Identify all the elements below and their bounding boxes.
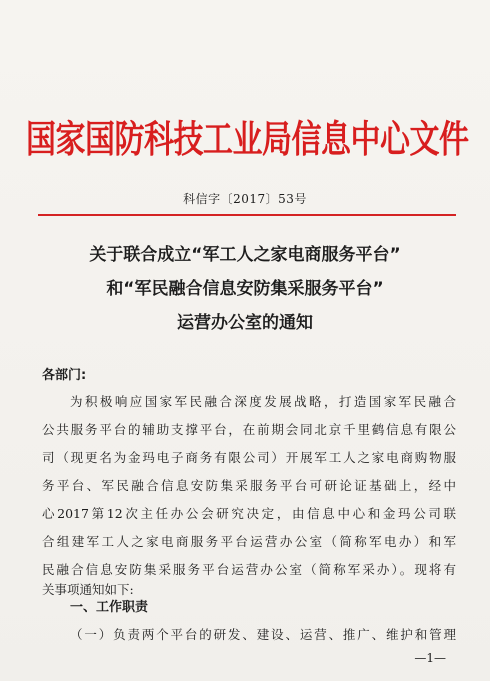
issuer-title: 国家国防科技工业局信息中心文件 [26, 118, 469, 162]
subject-line-2: 和“军民融合信息安防集采服务平台” [106, 279, 384, 299]
red-divider-line [38, 214, 456, 216]
body-paragraph-line: 司（现更名为金玛电子商务有限公司）开展军工人之家电商购物服 [42, 450, 456, 465]
body-paragraph-line: 务平台、军民融合信息安防集采服务平台可研论证基础上，经中 [42, 478, 456, 493]
body-paragraph-line: 为积极响应国家军民融合深度发展战略，打造国家军民融合 [70, 394, 456, 409]
section-heading: 一、工作职责 [70, 600, 149, 615]
body-paragraph-line: 合组建军工人之家电商服务平台运营办公室（简称军电办）和军 [42, 534, 456, 549]
body-paragraph-line: 心2017第12次主任办公会研究决定，由信息中心和金玛公司联 [42, 506, 456, 521]
body-paragraph-line: 民融合信息安防集采服务平台运营办公室（简称军采办）。现将有 [42, 562, 456, 577]
body-paragraph-line: 关事项通知如下: [42, 582, 134, 597]
subject-line-1: 关于联合成立“军工人之家电商服务平台” [89, 245, 401, 265]
body-paragraph-line: 公共服务平台的辅助支撑平台，在前期会同北京千里鹤信息有限公 [42, 422, 456, 437]
section-item-line: （一）负责两个平台的研发、建设、运营、推广、维护和管理 [70, 627, 456, 642]
page-number: —1— [414, 651, 446, 665]
document-number: 科信字〔2017〕53号 [183, 192, 307, 206]
subject-line-3: 运营办公室的通知 [177, 313, 313, 333]
salutation: 各部门: [42, 368, 87, 383]
